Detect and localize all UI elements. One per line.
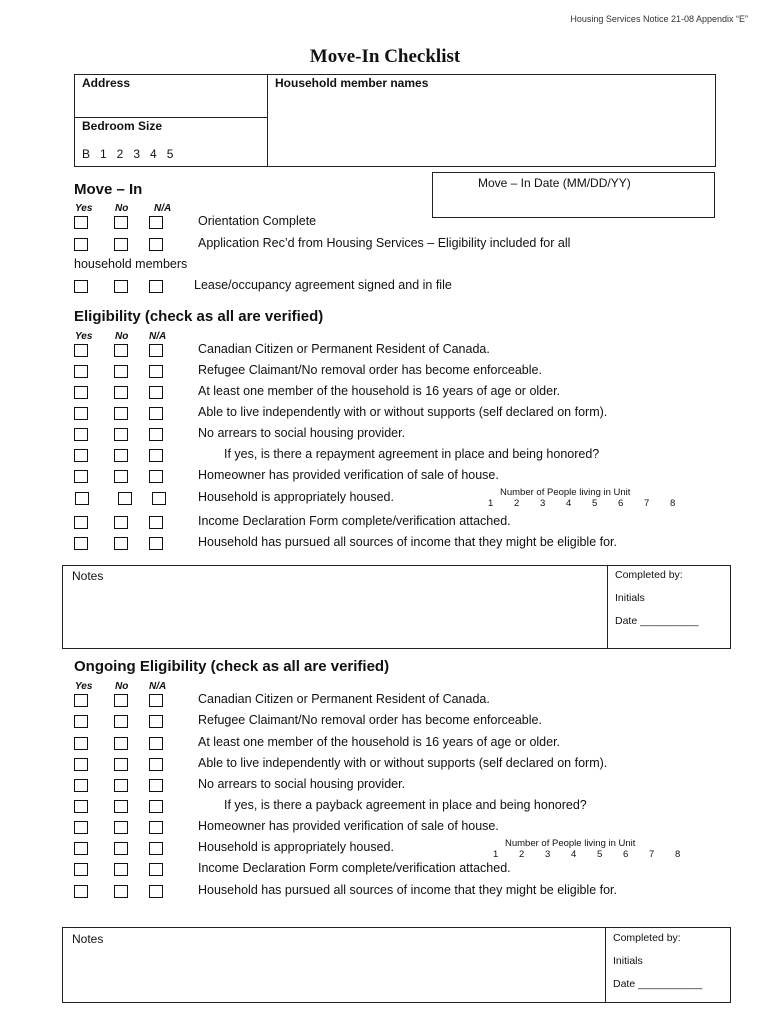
- na-checkbox[interactable]: [149, 537, 163, 550]
- yes-header: Yes: [75, 681, 93, 692]
- people-count-option[interactable]: 6: [623, 849, 629, 860]
- yes-checkbox[interactable]: [74, 470, 88, 483]
- checklist-item: If yes, is there a payback agreement in place and being honored?: [224, 798, 587, 812]
- checklist-item: No arrears to social housing provider.: [198, 777, 406, 791]
- yes-checkbox[interactable]: [74, 800, 88, 813]
- no-checkbox[interactable]: [114, 280, 128, 293]
- no-checkbox[interactable]: [114, 470, 128, 483]
- page-title: Move-In Checklist: [309, 46, 461, 67]
- no-checkbox[interactable]: [114, 537, 128, 550]
- people-count-option[interactable]: 3: [545, 849, 551, 860]
- no-checkbox[interactable]: [114, 516, 128, 529]
- move-in-heading: Move – In: [74, 181, 143, 198]
- checklist-item: Canadian Citizen or Permanent Resident of Canada.: [198, 692, 490, 706]
- na-checkbox[interactable]: [149, 344, 163, 357]
- notes-label: Notes: [72, 569, 104, 583]
- yes-checkbox[interactable]: [74, 365, 88, 378]
- checklist-item: Household is appropriately housed.: [198, 840, 394, 854]
- initials-label: Initials: [613, 955, 643, 967]
- move-in-date-label: Move – In Date (MM/DD/YY): [478, 176, 631, 190]
- yes-checkbox[interactable]: [74, 386, 88, 399]
- no-checkbox[interactable]: [114, 821, 128, 834]
- address-label: Address: [82, 76, 131, 90]
- yes-checkbox[interactable]: [74, 737, 88, 750]
- checklist-item: No arrears to social housing provider.: [198, 426, 406, 440]
- date-label: Date ___________: [613, 978, 703, 990]
- na-header: N/A: [154, 203, 172, 214]
- people-count-option[interactable]: 3: [540, 498, 546, 509]
- checklist-item: Canadian Citizen or Permanent Resident of Canada.: [198, 342, 490, 356]
- completed-by-label: Completed by:: [615, 569, 683, 581]
- people-count-option[interactable]: 1: [493, 849, 499, 860]
- checklist-item: Refugee Claimant/No removal order has become enforceable.: [198, 363, 542, 377]
- no-checkbox[interactable]: [118, 492, 132, 505]
- checklist-item: If yes, is there a repayment agreement in place and being honored?: [224, 447, 600, 461]
- initials-label: Initials: [615, 592, 645, 604]
- na-checkbox[interactable]: [149, 715, 163, 728]
- na-checkbox[interactable]: [149, 800, 163, 813]
- checklist-item: Orientation Complete: [198, 214, 317, 228]
- ongoing-eligibility-heading: Ongoing Eligibility (check as all are verified): [74, 658, 390, 675]
- notes-divider: [607, 565, 608, 649]
- na-checkbox[interactable]: [149, 470, 163, 483]
- people-in-unit-label: Number of People living in Unit: [505, 838, 636, 849]
- bedroom-size-label: Bedroom Size: [82, 119, 163, 133]
- yes-checkbox[interactable]: [74, 779, 88, 792]
- notes-label: Notes: [72, 932, 104, 946]
- yes-checkbox[interactable]: [74, 449, 88, 462]
- na-checkbox[interactable]: [149, 694, 163, 707]
- checklist-item: Refugee Claimant/No removal order has become enforceable.: [198, 713, 542, 727]
- no-checkbox[interactable]: [114, 737, 128, 750]
- na-checkbox[interactable]: [149, 280, 163, 293]
- eligibility-heading: Eligibility (check as all are verified): [74, 308, 324, 325]
- people-count-option[interactable]: 6: [618, 498, 624, 509]
- checklist-item-continuation: household members: [74, 257, 188, 271]
- address-cell-divider: [267, 74, 268, 167]
- checklist-item: Lease/occupancy agreement signed and in file: [194, 278, 452, 292]
- yes-checkbox[interactable]: [74, 428, 88, 441]
- yes-checkbox[interactable]: [74, 344, 88, 357]
- checklist-item: Household has pursued all sources of income that they might be eligible for.: [198, 535, 617, 549]
- na-header: N/A: [149, 681, 167, 692]
- no-checkbox[interactable]: [114, 863, 128, 876]
- na-checkbox[interactable]: [149, 779, 163, 792]
- no-checkbox[interactable]: [114, 216, 128, 229]
- people-count-option[interactable]: 2: [519, 849, 525, 860]
- na-checkbox[interactable]: [149, 428, 163, 441]
- yes-checkbox[interactable]: [74, 516, 88, 529]
- no-checkbox[interactable]: [114, 779, 128, 792]
- checklist-item: Income Declaration Form complete/verification attached.: [198, 861, 511, 875]
- yes-checkbox[interactable]: [74, 216, 88, 229]
- no-checkbox[interactable]: [114, 238, 128, 251]
- yes-checkbox[interactable]: [74, 238, 88, 251]
- people-count-option[interactable]: 5: [597, 849, 603, 860]
- people-count-option[interactable]: 7: [644, 498, 650, 509]
- no-checkbox[interactable]: [114, 758, 128, 771]
- household-names-label: Household member names: [275, 76, 429, 90]
- yes-checkbox[interactable]: [74, 842, 88, 855]
- bedroom-options: B 1 2 3 4 5: [82, 147, 174, 161]
- people-in-unit-label: Number of People living in Unit: [500, 487, 631, 498]
- no-checkbox[interactable]: [114, 428, 128, 441]
- completed-by-label: Completed by:: [613, 932, 681, 944]
- na-checkbox[interactable]: [149, 365, 163, 378]
- checklist-item: At least one member of the household is 16 years of age or older.: [198, 384, 561, 398]
- yes-checkbox[interactable]: [74, 694, 88, 707]
- people-count-option[interactable]: 4: [571, 849, 577, 860]
- yes-checkbox[interactable]: [74, 280, 88, 293]
- yes-header: Yes: [75, 203, 93, 214]
- no-checkbox[interactable]: [114, 715, 128, 728]
- people-count-option[interactable]: 8: [670, 498, 676, 509]
- no-checkbox[interactable]: [114, 365, 128, 378]
- na-header: N/A: [149, 331, 167, 342]
- na-checkbox[interactable]: [149, 238, 163, 251]
- people-count-option[interactable]: 2: [514, 498, 520, 509]
- appendix-label: Housing Services Notice 21-08 Appendix “E”: [570, 14, 748, 24]
- na-checkbox[interactable]: [149, 216, 163, 229]
- no-header: No: [115, 331, 129, 342]
- people-count-option[interactable]: 5: [592, 498, 598, 509]
- people-count-option[interactable]: 8: [675, 849, 681, 860]
- yes-checkbox[interactable]: [75, 492, 89, 505]
- na-checkbox[interactable]: [149, 885, 163, 898]
- yes-checkbox[interactable]: [74, 407, 88, 420]
- na-checkbox[interactable]: [149, 863, 163, 876]
- bedroom-row-divider: [74, 117, 268, 118]
- na-checkbox[interactable]: [149, 737, 163, 750]
- na-checkbox[interactable]: [149, 407, 163, 420]
- no-checkbox[interactable]: [114, 449, 128, 462]
- checklist-item: Able to live independently with or without supports (self declared on form).: [198, 756, 608, 770]
- no-checkbox[interactable]: [114, 407, 128, 420]
- checklist-item: Homeowner has provided verification of sale of house.: [198, 819, 499, 833]
- no-checkbox[interactable]: [114, 842, 128, 855]
- checklist-item: Homeowner has provided verification of sale of house.: [198, 468, 499, 482]
- no-checkbox[interactable]: [114, 344, 128, 357]
- people-count-option[interactable]: 7: [649, 849, 655, 860]
- notes-divider: [605, 927, 606, 1003]
- checklist-item: Application Rec’d from Housing Services – Eligibility included for all: [198, 236, 571, 250]
- na-checkbox[interactable]: [149, 386, 163, 399]
- checklist-item: Income Declaration Form complete/verification attached.: [198, 514, 511, 528]
- na-checkbox[interactable]: [149, 516, 163, 529]
- yes-header: Yes: [75, 331, 93, 342]
- yes-checkbox[interactable]: [74, 885, 88, 898]
- checklist-item: Able to live independently with or without supports (self declared on form).: [198, 405, 608, 419]
- na-checkbox[interactable]: [149, 842, 163, 855]
- checklist-item: At least one member of the household is 16 years of age or older.: [198, 735, 561, 749]
- no-checkbox[interactable]: [114, 386, 128, 399]
- yes-checkbox[interactable]: [74, 758, 88, 771]
- no-header: No: [115, 681, 129, 692]
- yes-checkbox[interactable]: [74, 863, 88, 876]
- no-checkbox[interactable]: [114, 800, 128, 813]
- yes-checkbox[interactable]: [74, 537, 88, 550]
- yes-checkbox[interactable]: [74, 821, 88, 834]
- checklist-item: Household has pursued all sources of income that they might be eligible for.: [198, 883, 617, 897]
- people-count-option[interactable]: 4: [566, 498, 572, 509]
- checklist-item: Household is appropriately housed.: [198, 490, 394, 504]
- no-checkbox[interactable]: [114, 694, 128, 707]
- no-checkbox[interactable]: [114, 885, 128, 898]
- na-checkbox[interactable]: [152, 492, 166, 505]
- na-checkbox[interactable]: [149, 449, 163, 462]
- yes-checkbox[interactable]: [74, 715, 88, 728]
- no-header: No: [115, 203, 129, 214]
- people-count-option[interactable]: 1: [488, 498, 494, 509]
- na-checkbox[interactable]: [149, 821, 163, 834]
- na-checkbox[interactable]: [149, 758, 163, 771]
- date-label: Date __________: [615, 615, 699, 627]
